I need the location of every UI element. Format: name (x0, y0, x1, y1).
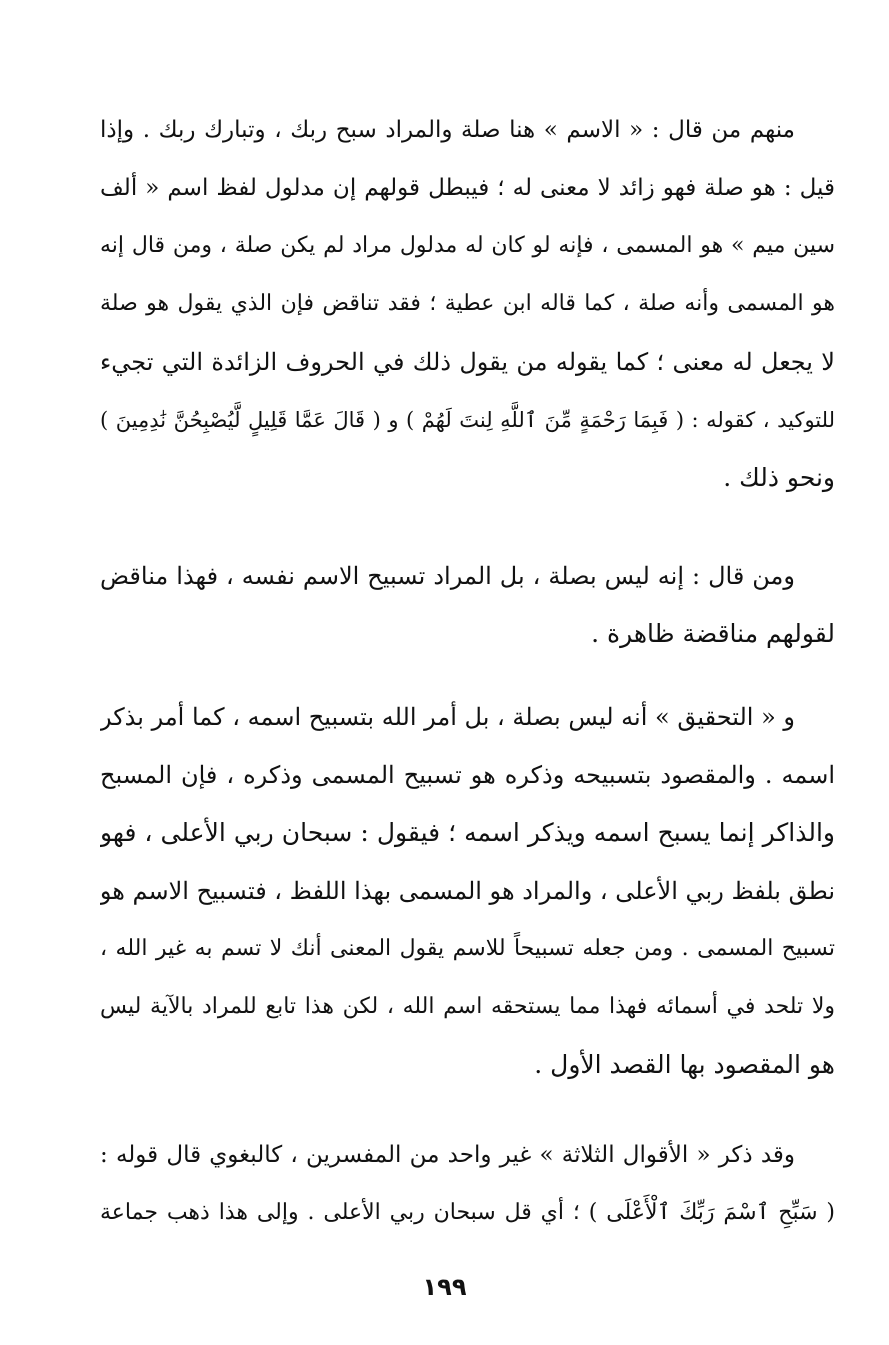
text-line-with-quranic-quote: للتوكيد ، كقوله : ( فَبِمَا رَحْمَةٍ مِّنَ ٱللَّهِ لِنتَ لَهُمْ ) و ( قَالَ عَمَّا قَلِيلٍ لَّيُصْبِحُنَّ نَٰدِمِينَ ) (100, 408, 835, 432)
text-line: منهم من قال : « الاسم » هنا صلة والمراد سبح ربك ، وتبارك ربك . وإذا (100, 117, 795, 143)
text-line: لقولهم مناقضة ظاهرة . (591, 619, 835, 648)
paragraph-3 (100, 688, 835, 1094)
text-line: هو المسمى وأنه صلة ، كما قاله ابن عطية ؛ فقد تناقض فإن الذي يقول هو صلة (100, 291, 835, 316)
text-line: ولا تلحد في أسمائه فهذا مما يستحقه اسم الله ، لكن هذا تابع للمراد بالآية ليس (100, 994, 835, 1019)
text-line: اسمه . والمقصود بتسبيحه وذكره هو تسبيح المسمى وذكره ، فإن المسبح (100, 761, 835, 789)
text-line: نطق بلفظ ربي الأعلى ، والمراد هو المسمى بهذا اللفظ ، فتسبيح الاسم هو (100, 877, 835, 905)
text-line: هو المقصود بها القصد الأول . (534, 1050, 835, 1079)
text-line: ونحو ذلك . (723, 463, 835, 492)
paragraph-2 (100, 547, 835, 663)
text-line: قيل : هو صلة فهو زائد لا معنى له ؛ فيبطل قولهم إن مدلول لفظ اسم « ألف (100, 175, 835, 201)
text-line: لا يجعل له معنى ؛ كما يقوله من يقول ذلك في الحروف الزائدة التي تجيء (100, 348, 835, 376)
paragraph-4 (100, 1126, 835, 1242)
text-line-with-quranic-quote: ( سَبِّحِ ٱسْمَ رَبِّكَ ٱلْأَعْلَى ) ؛ أي قل سبحان ربي الأعلى . وإلى هذا ذهب جماعة (100, 1200, 835, 1225)
page-number: ١٩٩ (422, 1273, 467, 1301)
paragraph-1 (100, 101, 835, 507)
text-line: وقد ذكر « الأقوال الثلاثة » غير واحد من المفسرين ، كالبغوي قال قوله : (100, 1142, 795, 1168)
text-line: و « التحقيق » أنه ليس بصلة ، بل أمر الله بتسبيح اسمه ، كما أمر بذكر (100, 703, 795, 731)
text-line: تسبيح المسمى . ومن جعله تسبيحاً للاسم يقول المعنى أنك لا تسم به غير الله ، (100, 936, 835, 961)
text-line: سين ميم » هو المسمى ، فإنه لو كان له مدلول مراد لم يكن صلة ، ومن قال إنه (100, 233, 835, 258)
text-line: ومن قال : إنه ليس بصلة ، بل المراد تسبيح الاسم نفسه ، فهذا مناقض (100, 562, 795, 590)
text-line: والذاكر إنما يسبح اسمه ويذكر اسمه ؛ فيقول : سبحان ربي الأعلى ، فهو (100, 818, 835, 847)
